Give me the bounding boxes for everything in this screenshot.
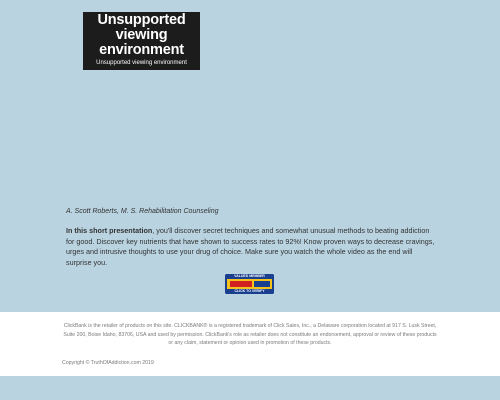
description-body: , you'll discover secret techniques and somewhat unusual methods to beating addiction for good. Discover key nutrients that have shown to success rates to 92%! Know proven ways to decrease cravings, urges and intrusive thoughts to use your drug of choice. Make sure you watch the whole video as the end will surprise you. xyxy=(66,226,435,267)
seal-top-label: VALUED MEMBER xyxy=(225,274,274,279)
copyright-notice: Copyright © TruthOfAddiction.com 2019 xyxy=(62,360,154,366)
seal-red-band xyxy=(230,281,252,287)
video-player[interactable] xyxy=(83,12,200,70)
seal-badge-icon xyxy=(227,279,272,289)
footer xyxy=(0,312,500,376)
video-error-subtitle: Unsupported viewing environment xyxy=(96,60,187,66)
author-credit: A. Scott Roberts, M. S. Rehabilitation Counseling xyxy=(66,208,219,215)
video-error-title: Unsupported viewing environment xyxy=(97,12,186,58)
seal-blue-band xyxy=(254,281,270,287)
description-lead: In this short presentation xyxy=(66,226,153,235)
seal-verify-label: CLICK TO VERIFY xyxy=(225,289,274,294)
presentation-description xyxy=(66,226,436,268)
clickbank-trust-seal[interactable] xyxy=(225,274,274,294)
clickbank-disclaimer: ClickBank is the retailer of products on this site. CLICKBANK® is a registered trademark of Click Sales, Inc., a Delaware corporation located at 917 S. Lusk Street, Suite 200, Boise Idaho, 83706, USA and used by permission. ClickBank's role as retailer does not constitute an endorsement, approval or review of these products or any claim, statement or opinion used in promotion of these products. xyxy=(63,323,437,346)
